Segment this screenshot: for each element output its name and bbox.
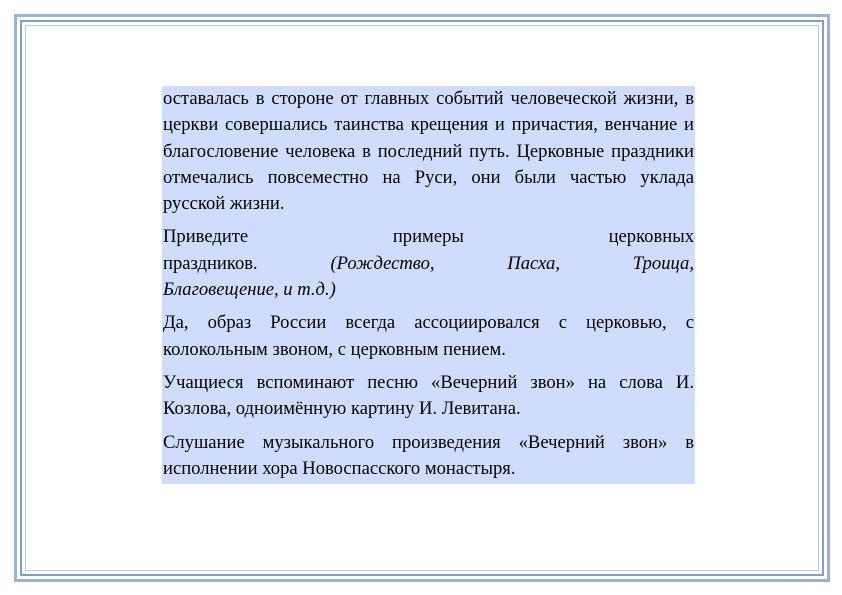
answer-examples-part1: (Рождество, Пасха, Троица, [330,252,694,274]
paragraph-russia-image: Да, образ России всегда ассоциировался с церковью, с колокольным звоном, с церковным пением. [163,312,694,360]
highlighted-text-block [162,86,695,484]
paragraph-listening: Слушание музыкального произведения «Вечерний звон» в исполнении хора Новоспасского монастыря. [163,431,694,479]
paragraph-question-holidays [162,224,695,303]
question-line-2 [163,251,694,277]
paragraph-church-life: оставалась в стороне от главных событий человеческой жизни, в церкви совершались таинства крещения и причастия, венчание и благословение человека в последний путь. Церковные праздники отмечались повсеместно на Руси, они были частью уклада русской жизни. [163,88,694,215]
answer-examples-part2: Благовещение, и т.д.) [163,279,336,301]
question-word-holidays: праздников. [163,252,258,274]
question-line-1: Приведите примеры церковных [163,226,694,248]
paragraph-students-recall: Учащиеся вспоминают песню «Вечерний звон» на слова И. Козлова, одноимённую картину И. Левитана. [163,371,694,420]
